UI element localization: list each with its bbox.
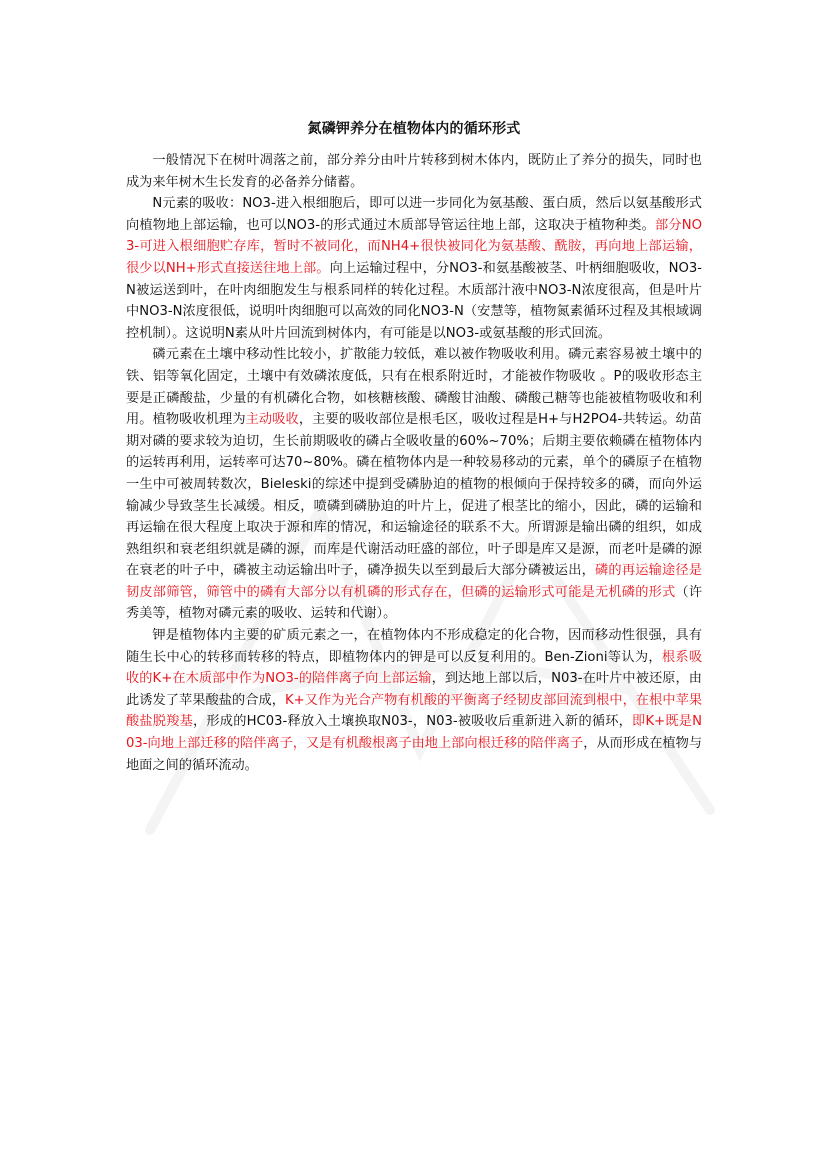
text-span: 向上运输过程中，分NO3-和氨基酸被茎、叶柄细胞吸收，NO3-N被运送到叶，在叶肉细胞发生与根系同样的转化过程。木质部汁液中NO3-N浓度很高，但是叶片中NO3-N浓度很低，说明叶肉细胞可以高效的同化NO3-N（安慧等，植物氮素循环过程及其根域调控机制）。这说明N素从叶片回流到树体内，有可能是以NO3-或氨基酸的形式回流。: [126, 260, 702, 341]
highlighted-text: K+又作为光合产物有机酸的平衡离子经韧皮部回流到根中，在根中苹果酸盐脱羧基: [126, 692, 703, 730]
paragraph: [126, 193, 702, 344]
text-span: ，从而形成在植物与地面之间的循环流动。: [126, 736, 702, 773]
document-page: [126, 118, 702, 776]
text-span: 一般情况下在树叶凋落之前，部分养分由叶片转移到树木体内，既防止了养分的损失，同时也成为来年树木生长发育的必备养分储蓄。: [126, 153, 702, 190]
paragraph: [126, 150, 702, 193]
text-span: N元素的吸收：NO3-进入根细胞后，即可以进一步同化为氨基酸、蛋白质，然后以氨基酸形式向植物地上部运输，也可以NO3-的形式通过木质部导管运往地上部，这取决于植物种类。: [126, 196, 702, 233]
highlighted-text: 即K+既是N03-向地上部迁移的陪伴离子，又是有机酸根离子由地上部向根迁移的陪伴离子: [126, 714, 703, 752]
text-span: 钾是植物体内主要的矿质元素之一，在植物体内不形成稳定的化合物，因而移动性很强，具有随生长中心的转移而转移的特点，即植物体内的钾是可以反复利用的。Ben-Zioni等认为，: [126, 628, 702, 665]
highlighted-text: 主动吸收: [245, 412, 299, 428]
highlighted-text: 根系吸收的K+在木质部中作为NO3-的陪伴离子向上部运输: [126, 649, 703, 687]
document-title: 氮磷钾养分在植物体内的循环形式: [307, 121, 521, 137]
highlighted-text: 磷的再运输途径是韧皮部筛管，筛管中的磷有大部分以有机磷的形式存在，但磷的运输形式可能是无机磷的形式: [126, 563, 703, 600]
text-span: ，形成的HC03-释放入土壤换取N03-，N03-被吸收后重新进入新的循环，: [193, 714, 633, 730]
text-span: 磷元素在土壤中移动性比较小，扩散能力较低，难以被作物吸收利用。磷元素容易被土壤中的铁、铝等氧化固定，土壤中有效磷浓度低，只有在根系附近时，才能被作物吸收 。P的吸收形态主要是正磷酸盐，少量的有机磷化合物，如核糖核酸、磷酸甘油酸、磷酸己糖等也能被植物吸收和利用。植物吸收机理为: [126, 347, 702, 428]
text-span: （许秀美等，植物对磷元素的吸收、运转和代谢）。: [126, 584, 703, 622]
highlighted-text: 部分NO3-可进入根细胞贮存库，暂时不被同化，而NH4+很快被同化为氨基酸、酰胺，再向地上部运输，很少以NH+形式直接送往地上部。: [126, 217, 703, 276]
text-span: ，主要的吸收部位是根毛区，吸收过程是H+与H2PO4-共转运。幼苗期对磷的要求较为迫切，生长前期吸收的磷占全吸收量的60%~70%；后期主要依赖磷在植物体内的运转再利用，运转率可达70~80%。磷在植物体内是一种较易移动的元素，单个的磷原子在植物一生中可被周转数次，Bieleski的综述中提到受磷胁迫的植物的根倾向于保持较多的磷，而向外运输减少导致茎生长减缓。相反，喷磷到磷胁迫的叶片上，促进了根茎比的缩小，因此，磷的运输和再运输在很大程度上取决于源和库的情况，和运输途径的联系不大。所谓源是输出磷的组织，如成熟组织和衰老组织就是磷的源，而库是代谢活动旺盛的部位，叶子即是库又是源，而老叶是磷的源在衰老的叶子中，磷被主动运输出叶子，磷净损失以至到最后大部分磷被运出，: [126, 412, 702, 579]
document-body: [126, 150, 702, 776]
text-span: ，到达地上部以后，N03-在叶片中被还原，由此诱发了苹果酸盐的合成，: [126, 671, 702, 708]
paragraph: [126, 344, 702, 625]
paragraph: [126, 625, 702, 776]
